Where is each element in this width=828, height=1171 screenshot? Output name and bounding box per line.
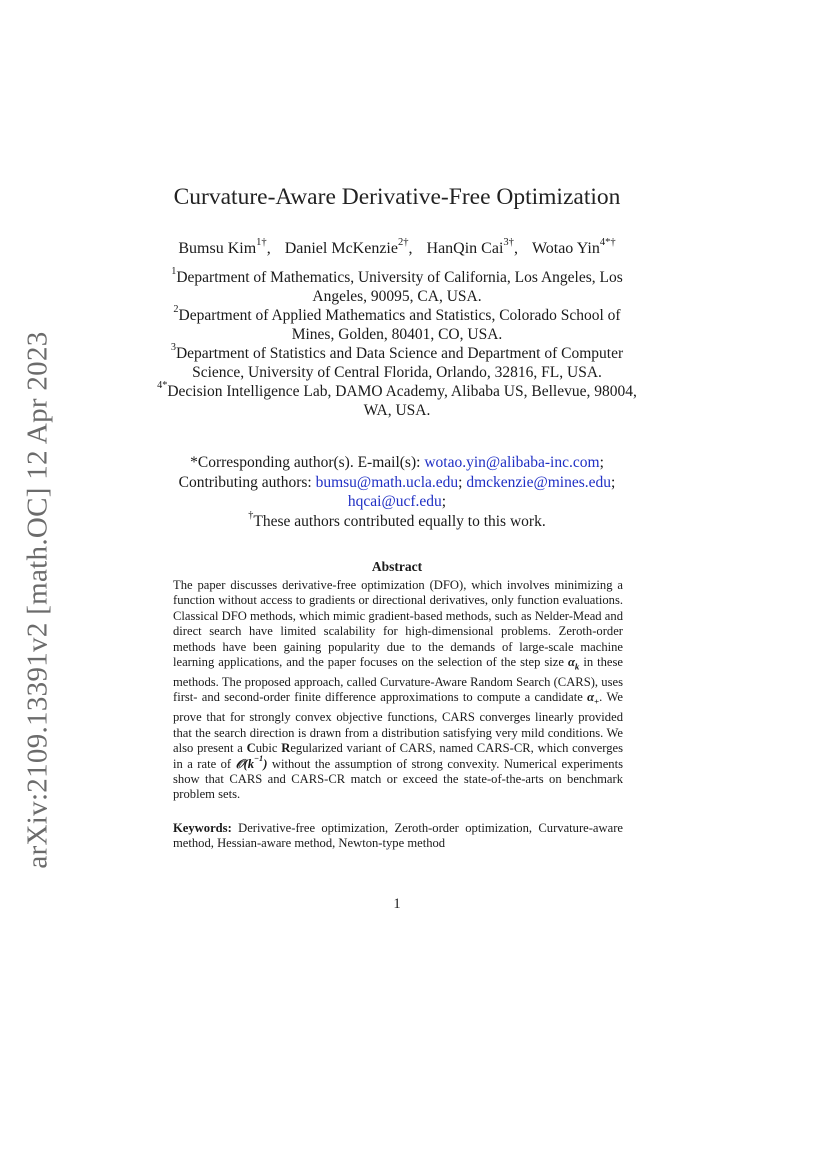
math-big-o: $𝒪(k^{-1})$ <box>235 754 268 771</box>
abstract-heading: Abstract <box>371 559 423 574</box>
contributing-line: Contributing authors: bumsu@math.ucla.edu; dmckenzie@mines.edu; hqcai@ucf.edu; <box>178 473 616 510</box>
arxiv-id-text: arXiv:2109.13391v2 [math.OC] 12 Apr 2023 <box>21 331 54 869</box>
author: HanQin Cai$^{3\dagger}$, <box>426 237 518 257</box>
math-alpha-k: $\alpha_k$ <box>567 655 580 672</box>
email-link[interactable]: dmckenzie@mines.edu <box>466 473 612 491</box>
author: Daniel McKenzie$^{2\dagger}$, <box>284 237 413 257</box>
equal-contribution-note: †These authors contributed equally to this work. <box>248 509 546 530</box>
paper-title: Curvature-Aware Derivative-Free Optimization <box>173 184 621 210</box>
math-alpha-plus: $\alpha_+$ <box>587 690 600 707</box>
email-link[interactable]: bumsu@math.ucla.edu <box>315 473 459 491</box>
keywords: Keywords: Derivative-free optimization, Zeroth-order optimization, Curvature-aware method, Hessian-aware method, Newton-type method <box>173 821 623 851</box>
affiliation-2: $^2$Department of Applied Mathematics and Statistics, Colorado School of Mines, Golden, 80401, CO, USA. <box>173 304 621 343</box>
affiliation-3: $^3$Department of Statistics and Data Science and Department of Computer Science, University of Central Florida, Orlando, 32816, FL, USA. <box>170 342 624 381</box>
abstract-body: The paper discusses derivative-free optimization (DFO), which involves minimizing a function without access to gradients or directional derivatives, only function evaluations. Classical DFO methods, which mimic gradient-based methods, such as Nelder-Mead and direct search have limited scalability for high-dimensional problems. Zeroth-order methods have been gaining popularity due to the demands of large-scale machine learning applications, and the paper focuses on the selection of the step size $\alpha_k$ in these methods. The proposed approach, called Curvature-Aware Random Search (CARS), uses first- and second-order finite difference approximations to compute a candidate $\alpha_+$. We prove that for strongly convex objective functions, CARS converges linearly provided that the search direction is drawn from a distribution satisfying very mild conditions. We also present a Cubic Regularized variant of CARS, named CARS-CR, which converges in a rate of $𝒪(k^{-1})$ without the assumption of strong convexity. Numerical experiments show that CARS and CARS-CR match or exceed the state-of-the-arts on benchmark problem sets. <box>173 578 623 802</box>
author: Bumsu Kim$^{1\dagger}$, <box>178 237 271 257</box>
affiliation-4: $^{4*}$Decision Intelligence Lab, DAMO Academy, Alibaba US, Bellevue, 98004, WA, USA. <box>157 380 637 419</box>
contact-block <box>150 453 644 531</box>
arxiv-side-identifier <box>18 331 58 869</box>
author-list <box>0 237 794 258</box>
corresponding-line: *Corresponding author(s). E-mail(s): wotao.yin@alibaba-inc.com; <box>190 454 604 471</box>
page-number: 1 <box>393 896 401 912</box>
email-link[interactable]: hqcai@ucf.edu <box>347 493 442 510</box>
author: Wotao Yin$^{4*\dagger}$ <box>531 237 616 257</box>
email-link[interactable]: wotao.yin@alibaba-inc.com <box>424 454 600 471</box>
affiliation-1: $^1$Department of Mathematics, University of California, Los Angeles, Los Angeles, 90095, CA, USA. <box>171 266 623 305</box>
